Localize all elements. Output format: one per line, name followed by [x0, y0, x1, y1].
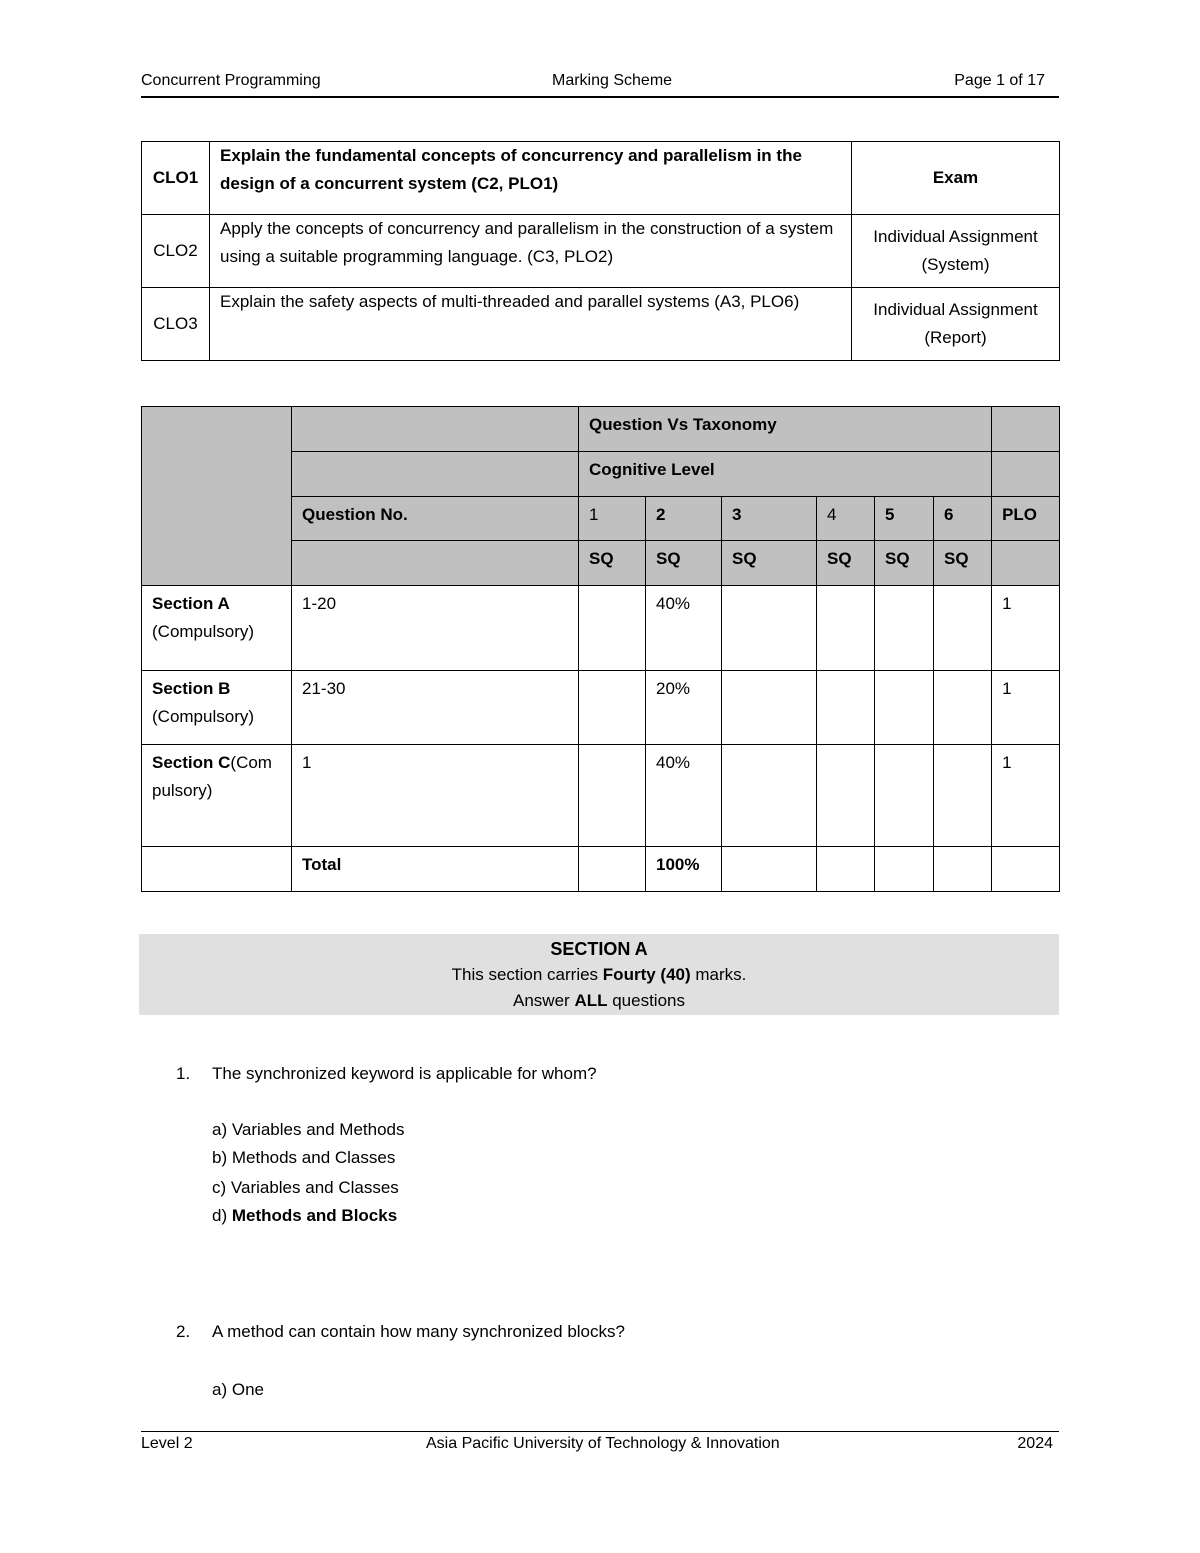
plo-value: 1	[992, 586, 1060, 671]
blank-cell	[992, 541, 1060, 586]
option-letter: a)	[212, 1120, 228, 1139]
footer-rule	[141, 1431, 1059, 1432]
sq-label: SQ	[646, 541, 722, 586]
option-text: One	[231, 1380, 264, 1399]
total-value: 100%	[646, 847, 722, 892]
instruction-text: Answer	[513, 991, 575, 1010]
section-note: (Compulsory)	[152, 753, 272, 800]
option-text: Methods and Blocks	[231, 1206, 398, 1225]
section-marks-line	[139, 962, 1059, 988]
taxonomy-title: Question Vs Taxonomy	[579, 407, 992, 452]
answer-option	[212, 1116, 404, 1144]
clo-description: Explain the safety aspects of multi-threaded and parallel systems (A3, PLO6)	[210, 288, 852, 361]
option-text: Methods and Classes	[231, 1148, 396, 1167]
answer-option	[212, 1376, 264, 1404]
cognitive-level-label: Cognitive Level	[579, 452, 992, 497]
blank-cell	[292, 541, 579, 586]
option-text: Variables and Methods	[231, 1120, 405, 1139]
option-letter: d)	[212, 1206, 228, 1225]
question-number: 1.	[176, 1064, 191, 1083]
instruction-suffix: questions	[607, 991, 685, 1010]
sq-label: SQ	[722, 541, 817, 586]
clo-id: CLO2	[142, 215, 210, 288]
header-rule	[141, 96, 1059, 98]
clo-id: CLO1	[142, 142, 210, 215]
section-label: Section A	[152, 594, 230, 613]
clo-row	[142, 215, 1060, 288]
level-header: 6	[934, 497, 992, 541]
table-row	[142, 671, 1060, 745]
table-row	[142, 745, 1060, 847]
question-range: 1-20	[292, 586, 579, 671]
footer-institution: Asia Pacific University of Technology & Innovation	[426, 1435, 780, 1452]
level-header: 5	[875, 497, 934, 541]
page-header	[141, 72, 1059, 96]
total-row	[142, 847, 1060, 892]
level2-value: 40%	[646, 745, 722, 847]
marks-value: Fourty (40)	[602, 965, 691, 984]
level2-value: 20%	[646, 671, 722, 745]
answer-option-correct	[212, 1202, 397, 1230]
clo-assessment: Exam	[852, 142, 1060, 215]
clo-assessment: Individual Assignment (Report)	[852, 288, 1060, 361]
blank-cell	[292, 407, 579, 452]
option-letter: a)	[212, 1380, 228, 1399]
level-header: 4	[817, 497, 875, 541]
clo-table	[141, 141, 1060, 361]
marks-text: This section carries	[451, 965, 603, 984]
clo-description: Apply the concepts of concurrency and parallelism in the construction of a system using a suitable programming language. (C3, PLO2)	[210, 215, 852, 288]
level-header: 2	[646, 497, 722, 541]
level-header: 1	[579, 497, 646, 541]
plo-value: 1	[992, 671, 1060, 745]
page-number: Page 1 of 17	[954, 72, 1045, 89]
course-title: Concurrent Programming	[141, 72, 321, 89]
table-row	[142, 586, 1060, 671]
option-text: Variables and Classes	[230, 1178, 399, 1197]
marks-suffix: marks.	[690, 965, 747, 984]
level2-value: 40%	[646, 586, 722, 671]
sq-label: SQ	[817, 541, 875, 586]
answer-option	[212, 1144, 395, 1172]
question-range: 1	[292, 745, 579, 847]
clo-row	[142, 288, 1060, 361]
question-number: 2.	[176, 1322, 191, 1341]
sq-label: SQ	[875, 541, 934, 586]
clo-description: Explain the fundamental concepts of concurrency and parallelism in the design of a concurrent system (C2, PLO1)	[210, 142, 852, 215]
answer-option	[212, 1174, 399, 1202]
sq-label: SQ	[579, 541, 646, 586]
question-range: 21-30	[292, 671, 579, 745]
section-label: Section B	[152, 679, 231, 698]
section-note: (Compulsory)	[152, 622, 255, 641]
blank-cell	[992, 407, 1060, 452]
section-cell	[142, 671, 292, 745]
blank-cell	[992, 452, 1060, 497]
plo-header: PLO	[992, 497, 1060, 541]
corner-cell	[142, 407, 292, 586]
option-letter: b)	[212, 1148, 228, 1167]
clo-assessment: Individual Assignment (System)	[852, 215, 1060, 288]
taxonomy-table	[141, 406, 1060, 892]
clo-id: CLO3	[142, 288, 210, 361]
section-instruction-line	[139, 988, 1059, 1014]
footer-level: Level 2	[141, 1435, 193, 1452]
question-text: A method can contain how many synchronized blocks?	[212, 1322, 625, 1341]
instruction-emphasis: ALL	[574, 991, 608, 1010]
sq-label: SQ	[934, 541, 992, 586]
section-cell	[142, 745, 292, 847]
section-title: SECTION A	[550, 939, 648, 959]
blank-cell	[292, 452, 579, 497]
footer-year: 2024	[1017, 1435, 1053, 1452]
page-footer	[141, 1435, 1059, 1459]
option-letter: c)	[212, 1178, 227, 1197]
level-header: 3	[722, 497, 817, 541]
plo-value: 1	[992, 745, 1060, 847]
question-no-label: Question No.	[292, 497, 579, 541]
total-label: Total	[292, 847, 579, 892]
section-note: (Compulsory)	[152, 707, 255, 726]
doc-type: Marking Scheme	[552, 72, 673, 89]
section-cell	[142, 586, 292, 671]
section-label: Section C	[152, 753, 231, 772]
section-banner	[139, 934, 1059, 1015]
clo-row	[142, 142, 1060, 215]
question-text: The synchronized keyword is applicable for whom?	[212, 1064, 597, 1083]
